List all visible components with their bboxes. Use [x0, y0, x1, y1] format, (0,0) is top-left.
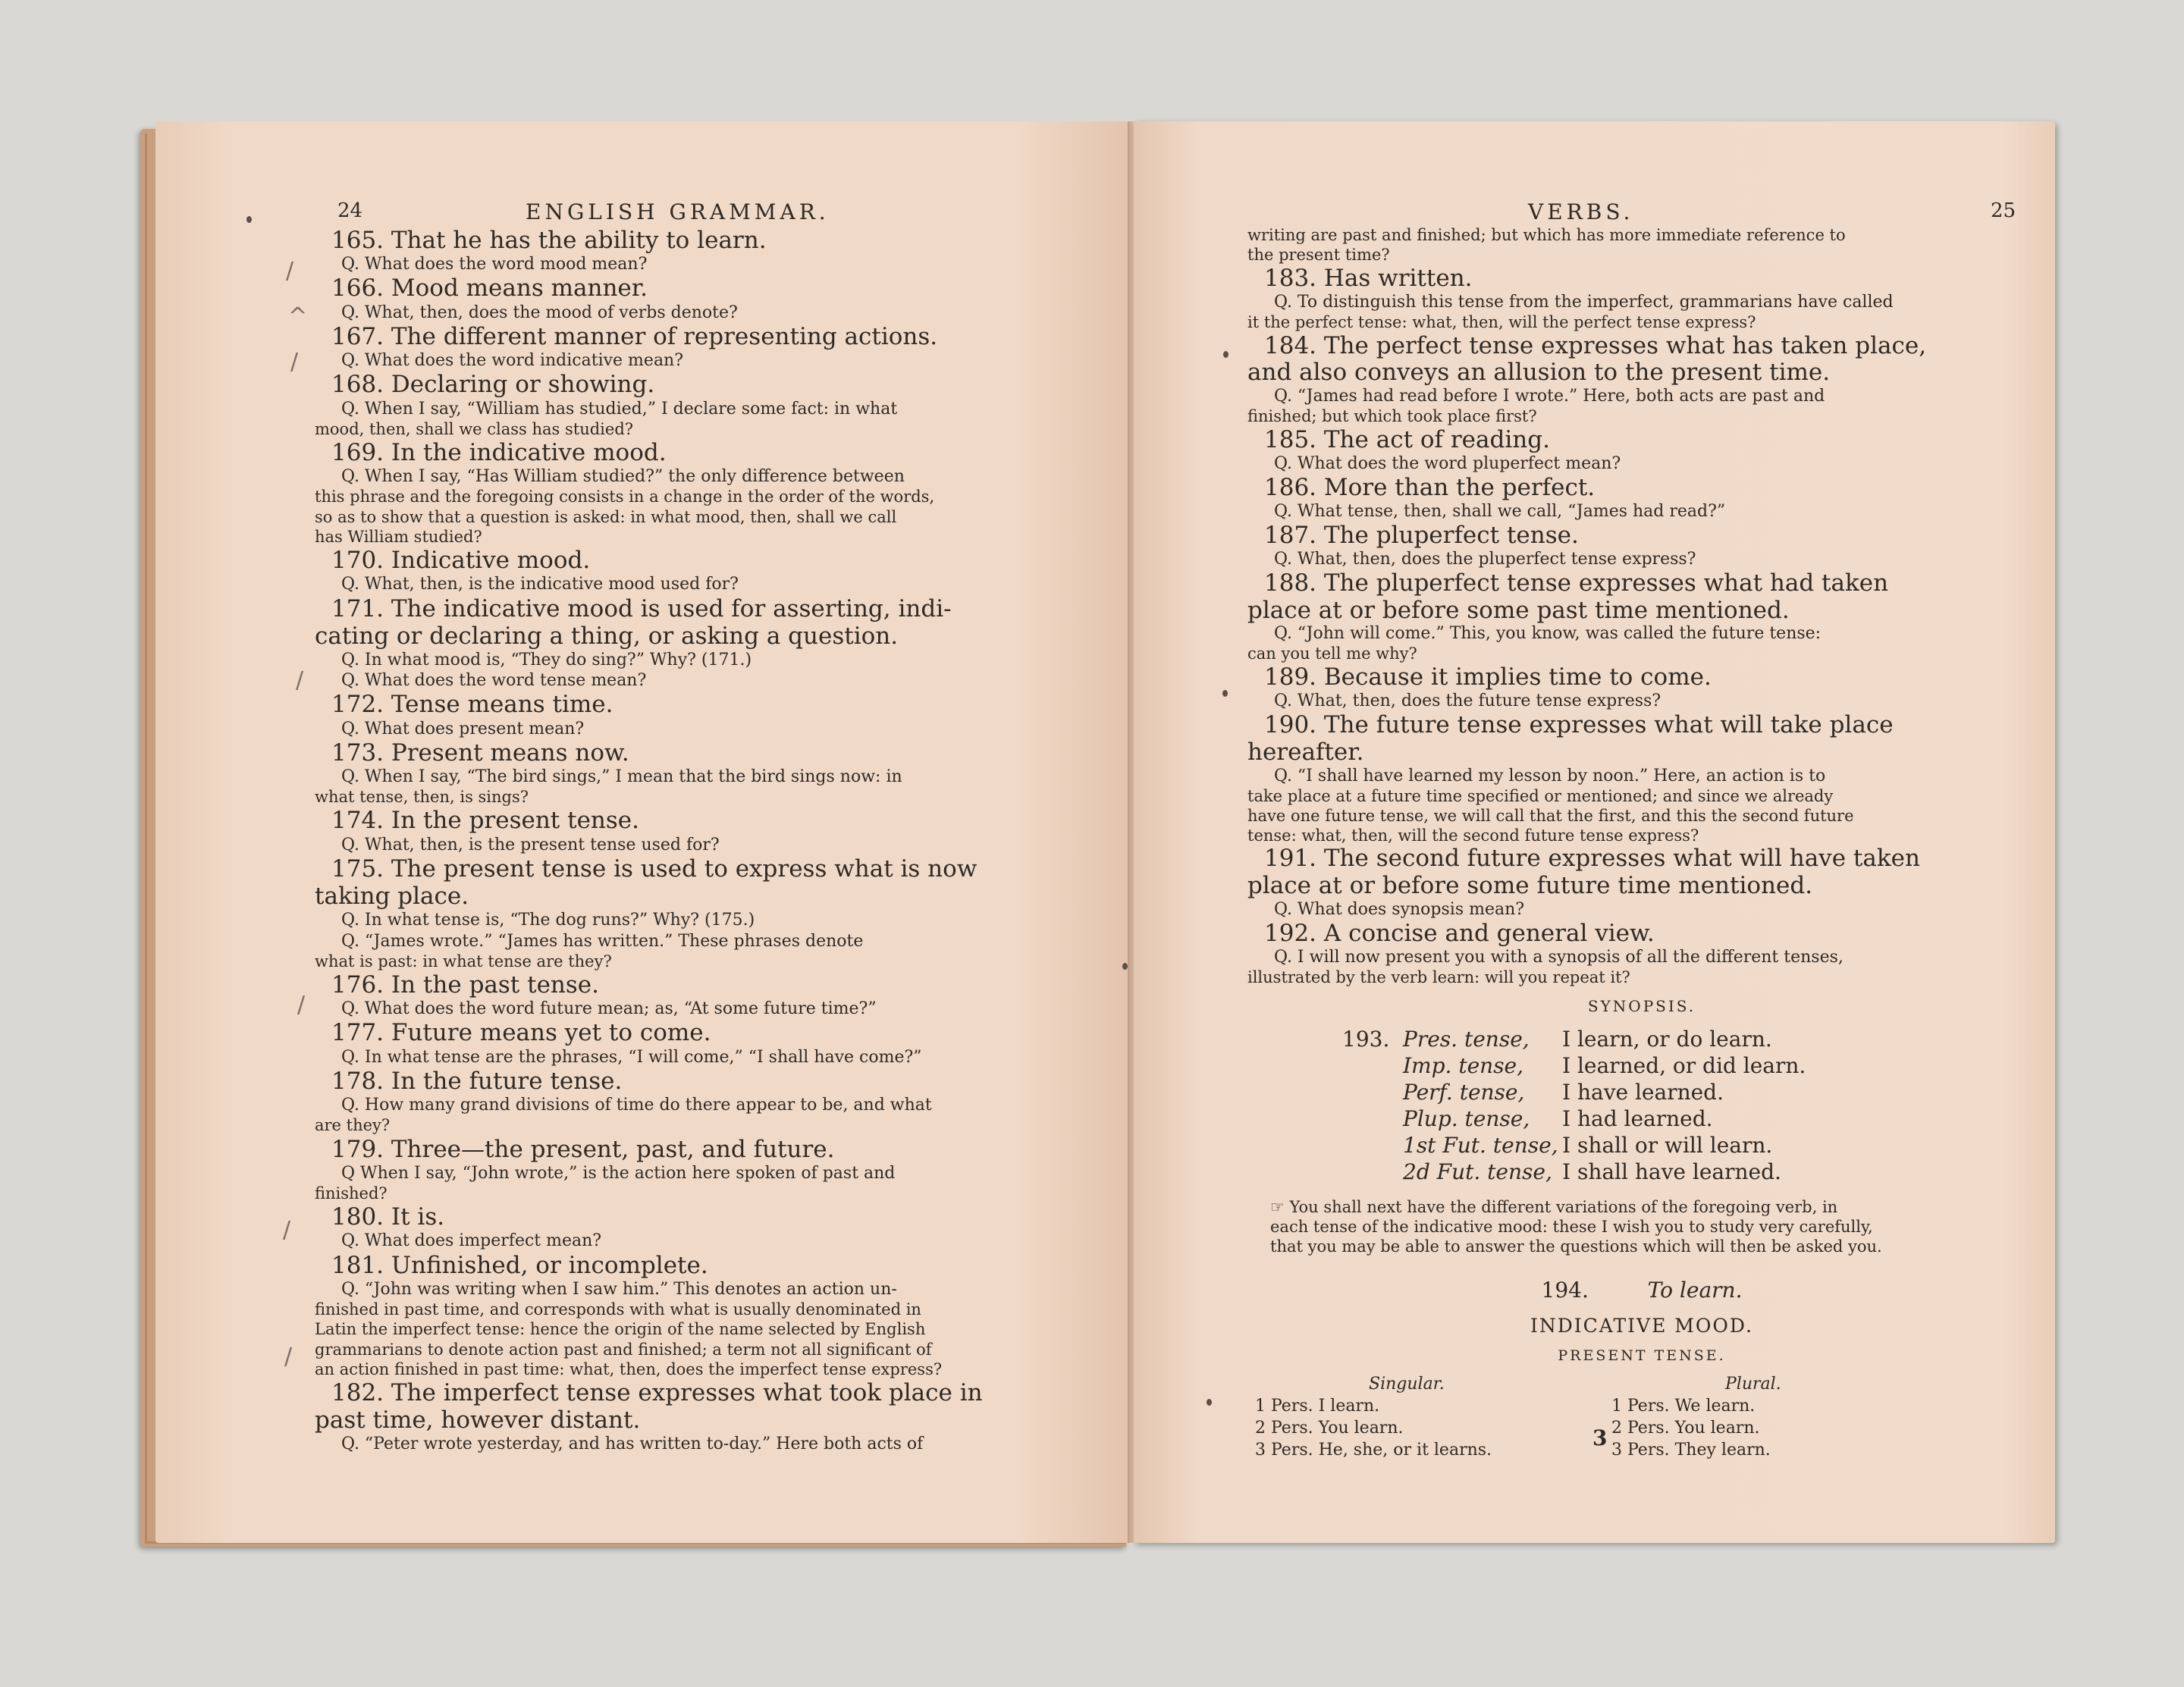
answer-line: 173. Present means now.: [331, 738, 629, 767]
answer-line: 182. The imperfect tense expresses what took place in: [331, 1378, 983, 1406]
question-line: Q. In what mood is, “They do sing?” Why? (171.): [341, 650, 752, 669]
open-book: [140, 121, 2055, 1551]
ink-dot: [1122, 963, 1128, 970]
question-line: finished; but which took place first?: [1247, 407, 1537, 426]
question-line: Q. “Peter wrote yesterday, and has written to-day.” Here both acts of: [341, 1435, 924, 1454]
answer-line: 186. More than the perfect.: [1264, 473, 1596, 501]
question-line: Q. What, then, does the future tense express?: [1274, 691, 1662, 711]
answer-line: 185. The act of reading.: [1264, 426, 1550, 454]
answer-line: 180. It is.: [331, 1203, 445, 1231]
tense-form: I shall or will learn.: [1562, 1133, 1773, 1158]
question-line: illustrated by the verb learn: will you repeat it?: [1247, 968, 1630, 986]
tense-name: 2d Fut. tense,: [1403, 1159, 1552, 1184]
question-line: Q. When I say, “The bird sings,” I mean that the bird sings now: in: [341, 767, 902, 787]
question-line: tense: what, then, will the second future tense express?: [1247, 826, 1699, 845]
question-line: Q. What does the word tense mean?: [341, 671, 647, 691]
answer-line: 176. In the past tense.: [331, 971, 599, 999]
tense-form: I learn, or do learn.: [1562, 1027, 1772, 1052]
answer-line: 169. In the indicative mood.: [331, 438, 667, 466]
question-line: can you tell me why?: [1247, 644, 1417, 663]
synopsis-row: [1342, 1132, 2036, 1159]
tense-form: I have learned.: [1562, 1080, 1724, 1105]
page-number: 24: [337, 199, 363, 222]
plural-label: Plural.: [1725, 1375, 1781, 1394]
question-line: Q. What, then, does the pluperfect tense express?: [1274, 549, 1696, 569]
question-line: Q. “John will come.” This, you know, was called the future tense:: [1274, 624, 1822, 644]
question-line: Latin the imperfect tense: hence the origin of the name selected by English: [315, 1320, 926, 1339]
question-line: Q. What does the word pluperfect mean?: [1274, 454, 1621, 474]
synopsis-number: [1342, 1105, 1403, 1132]
question-line: Q. “I shall have learned my lesson by noon.” Here, an action is to: [1274, 766, 1826, 785]
tense-name: Imp. tense,: [1403, 1053, 1524, 1078]
question-line: Q. What, then, does the mood of verbs denote?: [341, 303, 738, 322]
question-line: Q. “James had read before I wrote.” Here, both acts are past and: [1274, 387, 1825, 406]
ink-dot: [1223, 351, 1228, 358]
note: [1247, 1197, 2036, 1256]
verb-number: 194.: [1541, 1278, 1589, 1303]
pencil-caret-mark: ^: [288, 303, 308, 330]
question-line: Q. How many grand divisions of time do there appear to be, and what: [341, 1096, 932, 1115]
question-line: are they?: [315, 1116, 391, 1135]
signature-mark: 3: [1592, 1425, 1608, 1450]
answer-line: 178. In the future tense.: [331, 1067, 623, 1095]
plural-form: 3 Pers. They learn.: [1611, 1441, 1771, 1460]
synopsis-row: [1342, 1052, 2036, 1079]
question-line: finished?: [315, 1184, 388, 1203]
answer-line: 190. The future tense expresses what will take place: [1264, 711, 1894, 739]
answer-line: 170. Indicative mood.: [331, 547, 591, 575]
answer-line: 165. That he has the ability to learn.: [331, 227, 767, 254]
question-line: what is past: in what tense are they?: [315, 952, 612, 970]
mood-heading: INDICATIVE MOOD.: [1530, 1315, 1753, 1337]
question-line: Q. What, then, is the present tense used for?: [341, 835, 720, 854]
question-line: Q. “John was writing when I saw him.” This denotes an action un-: [341, 1279, 897, 1299]
singular-form: 2 Pers. You learn.: [1255, 1419, 1404, 1438]
question-line: so as to show that a question is asked: in what mood, then, shall we call: [315, 507, 897, 526]
question-line: grammarians to denote action past and finished; a term not all significant of: [315, 1340, 932, 1359]
answer-line: 174. In the present tense.: [331, 807, 639, 835]
synopsis-heading: SYNOPSIS.: [1587, 997, 1696, 1015]
note-line: each tense of the indicative mood: these I wish you to study very carefully,: [1270, 1218, 1873, 1236]
answer-line: 181. Unfinished, or incomplete.: [331, 1251, 708, 1279]
answer-line: 175. The present tense is used to express what is now: [331, 854, 977, 883]
tense-name: Perf. tense,: [1403, 1080, 1525, 1105]
question-line: Q. What does the word indicative mean?: [341, 351, 684, 371]
question-line: Q. What tense, then, shall we call, “James had read?”: [1274, 501, 1726, 521]
tense-name: Pres. tense,: [1403, 1027, 1530, 1052]
question-line: Q. What does the word mood mean?: [341, 255, 648, 274]
tense-heading: PRESENT TENSE.: [1558, 1347, 1726, 1364]
singular-label: Singular.: [1369, 1375, 1445, 1394]
synopsis-block: [1247, 997, 2036, 1461]
page-number: 25: [1991, 199, 2016, 222]
question-line: the present time?: [1247, 245, 1390, 264]
answer-line: place at or before some past time mentioned.: [1247, 596, 1790, 624]
singular-form: 1 Pers. I learn.: [1255, 1397, 1380, 1416]
question-line: finished in past time, and corresponds with what is usually denominated in: [315, 1300, 921, 1319]
answer-line: 187. The pluperfect tense.: [1264, 521, 1579, 549]
verb-title: To learn.: [1647, 1278, 1743, 1303]
question-line: what tense, then, is sings?: [315, 788, 529, 807]
answer-line: 168. Declaring or showing.: [331, 371, 655, 399]
answer-line: 191. The second future expresses what will have taken: [1264, 845, 1920, 873]
pencil-tick-mark: /: [297, 992, 306, 1018]
synopsis-table: [1247, 1026, 2036, 1185]
question-line: Q. What does the word future mean; as, “At some future time?”: [341, 999, 877, 1019]
running-head: VERBS.: [1528, 199, 1634, 224]
question-line: this phrase and the foregoing consists in a change in the order of the words,: [315, 488, 935, 506]
pencil-tick-mark: /: [296, 667, 304, 694]
pencil-tick-mark: /: [283, 1217, 291, 1243]
answer-line: 167. The different manner of representing actions.: [331, 322, 938, 350]
left-page: [155, 121, 1134, 1543]
note-line: that you may be able to answer the questions which will then be asked you.: [1270, 1237, 1882, 1256]
text-column: [1247, 227, 2036, 986]
conjugation: [1247, 1373, 2036, 1461]
answer-line: 172. Tense means time.: [331, 691, 613, 719]
plural-form: 1 Pers. We learn.: [1611, 1397, 1756, 1416]
tense-form: I shall have learned.: [1562, 1159, 1781, 1184]
answer-line: 177. Future means yet to come.: [331, 1019, 711, 1047]
answer-line: hereafter.: [1247, 738, 1364, 766]
tense-name: Plup. tense,: [1403, 1106, 1530, 1131]
question-line: Q. In what tense is, “The dog runs?” Why? (175.): [341, 911, 755, 930]
running-head: ENGLISH GRAMMAR.: [526, 199, 830, 224]
synopsis-row: [1342, 1105, 2036, 1132]
question-line: Q. What does present mean?: [341, 719, 585, 738]
singular-form: 3 Pers. He, she, or it learns.: [1255, 1441, 1492, 1460]
synopsis-number: [1342, 1052, 1403, 1079]
answer-line: 192. A concise and general view.: [1264, 920, 1655, 948]
answer-line: 179. Three—the present, past, and future.: [331, 1135, 835, 1163]
answer-line: past time, however distant.: [315, 1406, 641, 1435]
synopsis-number: [1342, 1079, 1403, 1105]
question-line: Q. In what tense are the phrases, “I will come,” “I shall have come?”: [341, 1047, 922, 1067]
answer-line: cating or declaring a thing, or asking a question.: [315, 622, 899, 650]
right-page: [1134, 121, 2055, 1543]
tense-form: I learned, or did learn.: [1562, 1053, 1806, 1078]
question-line: an action finished in past time: what, then, does the imperfect tense express?: [315, 1359, 943, 1378]
synopsis-row: [1342, 1026, 2036, 1052]
question-line: Q. What does synopsis mean?: [1274, 900, 1525, 920]
question-line: take place at a future time specified or mentioned; and since we already: [1247, 786, 1834, 805]
question-line: mood, then, shall we class has studied?: [315, 419, 634, 438]
synopsis-number: [1342, 1159, 1403, 1185]
synopsis-row: [1342, 1079, 2036, 1105]
question-line: Q. What, then, is the indicative mood used for?: [341, 575, 739, 594]
text-column: [315, 227, 1119, 1453]
singular-column: [1255, 1373, 1611, 1461]
answer-line: and also conveys an allusion to the present time.: [1247, 359, 1831, 387]
pencil-tick-mark: /: [290, 349, 299, 375]
plural-form: 2 Pers. You learn.: [1611, 1419, 1760, 1438]
question-line: have one future tense, we will call that the first, and this the second future: [1247, 806, 1854, 825]
answer-line: 189. Because it implies time to come.: [1264, 663, 1712, 691]
answer-line: 188. The pluperfect tense expresses what had taken: [1264, 569, 1889, 597]
ink-dot: [246, 216, 252, 223]
tense-form: I had learned.: [1562, 1106, 1713, 1131]
answer-line: place at or before some future time mentioned.: [1247, 872, 1813, 900]
plural-column: [1611, 1373, 1945, 1461]
question-line: Q. When I say, “William has studied,” I declare some fact: in what: [341, 399, 898, 419]
ink-dot: [1207, 1399, 1212, 1406]
answer-line: 171. The indicative mood is used for asserting, indi-: [331, 594, 952, 622]
question-line: it the perfect tense: what, then, will the perfect tense express?: [1247, 312, 1756, 331]
question-line: has William studied?: [315, 527, 482, 546]
answer-line: 166. Mood means manner.: [331, 274, 648, 303]
synopsis-number: [1342, 1132, 1403, 1159]
question-line: Q. When I say, “Has William studied?” the only difference between: [341, 467, 905, 487]
note-line: ☞ You shall next have the different variations of the foregoing verb, in: [1270, 1198, 1838, 1216]
question-line: Q. To distinguish this tense from the imperfect, grammarians have called: [1274, 292, 1894, 312]
answer-line: taking place.: [315, 883, 469, 911]
answer-line: 183. Has written.: [1264, 264, 1473, 292]
question-line: Q. I will now present you with a synopsis of all the different tenses,: [1274, 948, 1844, 967]
question-line: Q. “James wrote.” “James has written.” These phrases denote: [341, 931, 864, 951]
synopsis-row: [1342, 1159, 2036, 1185]
answer-line: 184. The perfect tense expresses what has taken place,: [1264, 331, 1927, 359]
synopsis-number: 193.: [1342, 1027, 1390, 1052]
tense-name: 1st Fut. tense,: [1403, 1133, 1558, 1158]
pencil-tick-mark: /: [284, 1344, 293, 1370]
question-line: Q When I say, “John wrote,” is the action here spoken of past and: [341, 1163, 896, 1183]
question-line: writing are past and finished; but which has more immediate reference to: [1247, 226, 1846, 244]
pencil-tick-mark: /: [286, 258, 294, 284]
ink-dot: [1222, 690, 1228, 697]
question-line: Q. What does imperfect mean?: [341, 1231, 602, 1251]
verb-title-line: [1247, 1278, 2036, 1303]
